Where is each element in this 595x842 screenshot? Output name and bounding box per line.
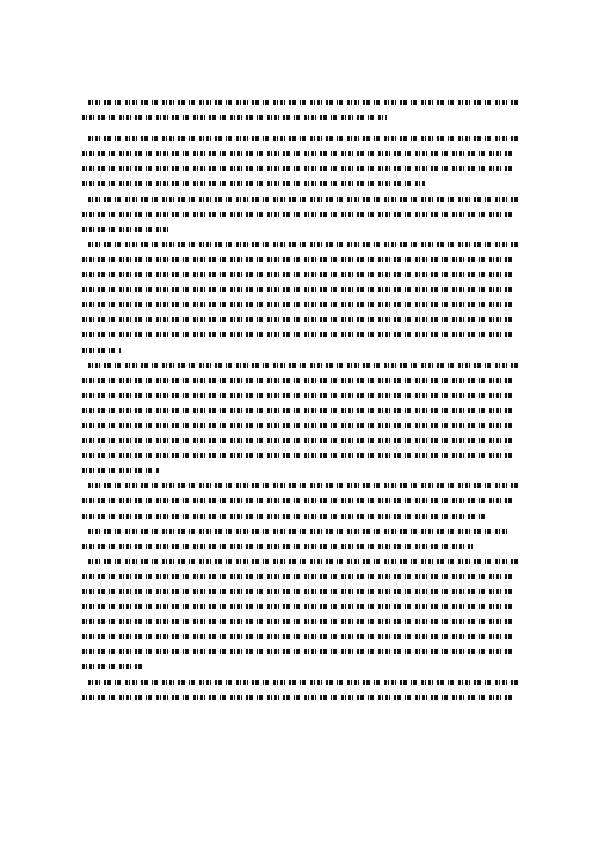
- text-line: [82, 284, 512, 295]
- text-line: [82, 511, 512, 522]
- text-line: [82, 194, 512, 205]
- paragraph-5: [82, 360, 512, 477]
- text-line: [82, 239, 512, 250]
- text-line: [82, 435, 512, 446]
- text-line: [82, 646, 512, 657]
- text-line: [82, 209, 512, 220]
- paragraph-2: [82, 133, 512, 189]
- paragraph-1: [82, 97, 512, 123]
- text-line: [82, 299, 512, 310]
- text-line: [82, 692, 512, 703]
- text-line: [82, 314, 512, 325]
- text-line: [82, 420, 512, 431]
- paragraph-4: [82, 239, 512, 356]
- text-line: [82, 631, 512, 642]
- text-line: [82, 345, 512, 356]
- paragraph-7: [82, 526, 512, 552]
- text-line: [82, 480, 512, 491]
- text-line: [82, 390, 512, 401]
- paragraph-6: [82, 480, 512, 521]
- text-line: [82, 163, 512, 174]
- paragraph-9: [82, 677, 512, 703]
- paragraph-8: [82, 556, 512, 673]
- text-line: [82, 495, 512, 506]
- text-line: [82, 329, 512, 340]
- text-line: [82, 556, 512, 567]
- text-line: [82, 112, 512, 123]
- text-line: [82, 224, 512, 235]
- text-line: [82, 254, 512, 265]
- text-line: [82, 465, 512, 476]
- text-line: [82, 133, 512, 144]
- text-line: [82, 269, 512, 280]
- document-body: [82, 97, 512, 707]
- text-line: [82, 450, 512, 461]
- text-line: [82, 360, 512, 371]
- text-line: [82, 405, 512, 416]
- text-line: [82, 661, 512, 672]
- text-line: [82, 178, 512, 189]
- text-line: [82, 571, 512, 582]
- text-line: [82, 541, 512, 552]
- text-line: [82, 677, 512, 688]
- text-line: [82, 526, 512, 537]
- text-line: [82, 148, 512, 159]
- paragraph-3: [82, 194, 512, 235]
- text-line: [82, 616, 512, 627]
- text-line: [82, 601, 512, 612]
- text-line: [82, 375, 512, 386]
- text-line: [82, 97, 512, 108]
- text-line: [82, 586, 512, 597]
